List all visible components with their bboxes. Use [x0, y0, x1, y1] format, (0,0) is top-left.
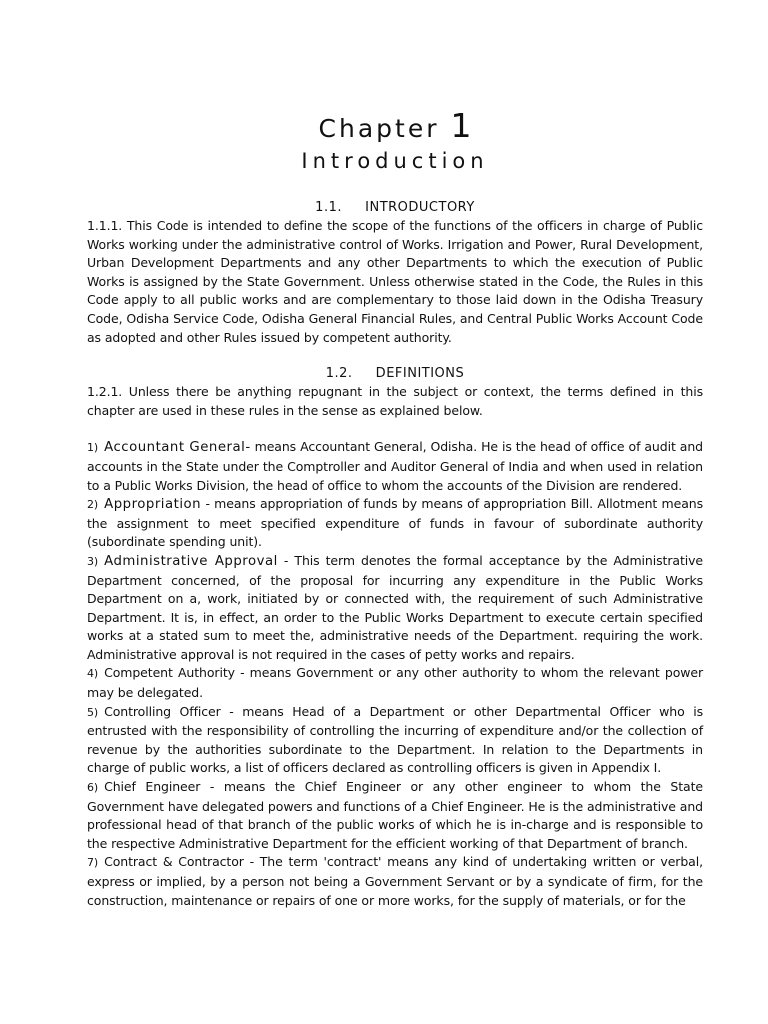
- item-number: 2): [87, 498, 99, 512]
- definition-item-competent-authority: [87, 664, 703, 702]
- item-number: 7): [87, 856, 99, 870]
- definition-item-appropriation: [87, 495, 703, 552]
- item-text: Chief Engineer - means the Chief Engineer or any other engineer to whom the State Government have delegated powers and functions of a Chief Engineer. He is the administrative and professional head of that branch of the public works of which he is in-charge and is responsible to the respective Administrative Department for the efficient working of that Department of branch.: [87, 779, 703, 851]
- definition-item-contract-contractor: [87, 853, 703, 910]
- paragraph-1-1-1: 1.1.1. This Code is intended to define the scope of the functions of the officers in charge of Public Works working under the administrative control of Works. Irrigation and Power, Rural Development, Urban Development Departments and any other Departments to which the execution of Public Works is assigned by the State Government. Unless otherwise stated in the Code, the Rules in this Code apply to all public works and are complementary to those laid down in the Odisha Treasury Code, Odisha Service Code, Odisha General Financial Rules, and Central Public Works Account Code as adopted and other Rules issued by competent authority.: [87, 218, 703, 345]
- chapter-title: Introduction: [301, 149, 489, 173]
- chapter-label: Chapter: [318, 114, 440, 143]
- page-content: [87, 106, 704, 910]
- section-heading-introductory: 1.1. INTRODUCTORY: [315, 200, 475, 215]
- chapter-heading: [87, 106, 703, 145]
- definition-item-accountant-general: [87, 438, 703, 495]
- item-term: Administrative Approval: [104, 553, 278, 569]
- item-text: - This term denotes the formal acceptance by the Administrative Department concerned, of the proposal for incurring any expenditure in the Public Works Department on a, work, initiated by or connected with, the requirement of such Administrative Department. It is, in effect, an order to the Public Works Department to execute certain specified works at a stated sum to meet the, administrative needs of the Department. requiring the work. Administrative approval is not required in the cases of petty works and repairs.: [87, 552, 704, 662]
- item-term: Accountant General-: [104, 440, 251, 456]
- item-number: 4): [87, 667, 99, 681]
- chapter-number: 1: [450, 106, 472, 145]
- definitions-list: [87, 438, 703, 910]
- definition-item-chief-engineer: [87, 778, 703, 853]
- item-number: 1): [87, 441, 99, 455]
- definition-item-controlling-officer: [87, 703, 703, 778]
- section-heading-definitions: 1.2. DEFINITIONS: [325, 366, 465, 382]
- item-number: 3): [87, 554, 99, 568]
- item-number: 6): [87, 781, 99, 795]
- paragraph-1-2-1: 1.2.1. Unless there be anything repugnant in the subject or context, the terms defined in this chapter are used in these rules in the sense as explained below.: [87, 384, 703, 418]
- item-text: means Accountant General, Odisha. He is the head of office of audit and accounts in the State under the Comptroller and Auditor General of India and when used in relation to a Public Works Division, the head of office to whom the accounts of the Division are rendered.: [87, 439, 703, 493]
- item-term: Appropriation: [104, 497, 202, 513]
- item-text: Competent Authority - means Government or any other authority to whom the relevant power may be delegated.: [87, 665, 703, 701]
- item-number: 5): [87, 705, 99, 719]
- item-text: Controlling Officer - means Head of a Department or other Departmental Officer who is entrusted with the responsibility of controlling the incurring of expenditure and/or the collection of revenue by the authorities subordinate to the Department. In relation to the Departments in charge of public works, a list of officers declared as controlling officers is given in Appendix I.: [87, 703, 703, 776]
- item-text: Contract & Contractor - The term 'contract' means any kind of undertaking written or verbal, express or implied, by a person not being a Government Servant or by a syndicate of firm, for the construction, maintenance or repairs of one or more works, for the supply of materials, or for the: [87, 854, 703, 908]
- definition-item-administrative-approval: [87, 552, 703, 665]
- item-text: - means appropriation of funds by means of appropriation Bill. Allotment means the assignment to meet specified expenditure of funds in favour of subordinate authority (subordinate spending unit).: [87, 496, 703, 550]
